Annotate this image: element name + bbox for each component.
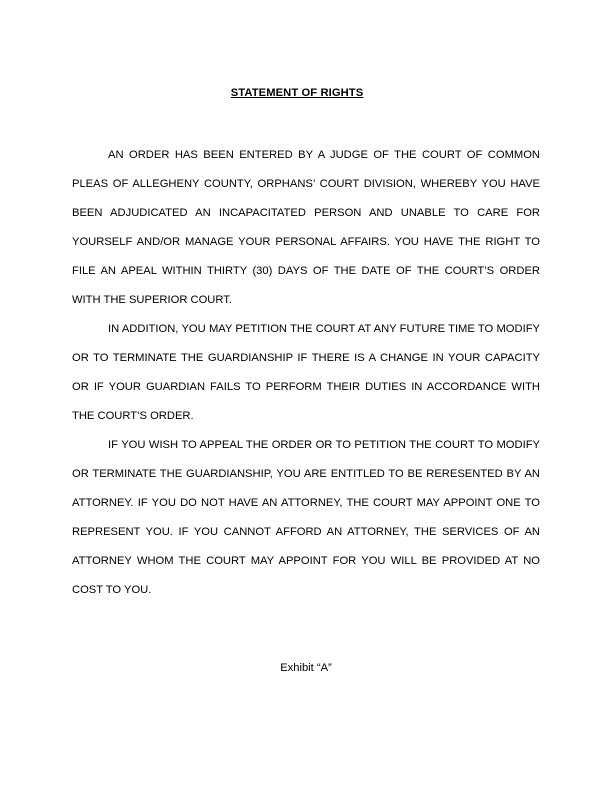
paragraph-petition-rights: IN ADDITION, YOU MAY PETITION THE COURT AT ANY FUTURE TIME TO MODIFY OR TO TERMINATE THE GUARDIANSHIP IF THERE IS A CHANGE IN YOUR CAPACITY OR IF YOUR GUARDIAN FAILS TO PERFORM THEIR DUTIES IN ACCORDANCE WITH THE COURT’S ORDER. bbox=[72, 323, 540, 422]
document-body bbox=[72, 141, 540, 605]
paragraph-order-entered: AN ORDER HAS BEEN ENTERED BY A JUDGE OF THE COURT OF COMMON PLEAS OF ALLEGHENY COUNTY, ORPHANS’ COURT DIVISION, WHEREBY YOU HAVE BEEN ADJUDICATED AN INCAPACITATED PERSON AND UNABLE TO CARE FOR YOURSELF AND/OR MANAGE YOUR PERSONAL AFFAIRS. YOU HAVE THE RIGHT TO FILE AN APEAL WITHIN THIRTY (30) DAYS OF THE DATE OF THE COURT’S ORDER WITH THE SUPERIOR COURT. bbox=[72, 149, 540, 306]
paragraph-attorney-rights: IF YOU WISH TO APPEAL THE ORDER OR TO PETITION THE COURT TO MODIFY OR TERMINATE THE GUARDIANSHIP, YOU ARE ENTITLED TO BE RERESENTED BY AN ATTORNEY. IF YOU DO NOT HAVE AN ATTORNEY, THE COURT MAY APPOINT ONE TO REPRESENT YOU. IF YOU CANNOT AFFORD AN ATTORNEY, THE SERVICES OF AN ATTORNEY WHOM THE COURT MAY APPOINT FOR YOU WILL BE PROVIDED AT NO COST TO YOU. bbox=[72, 439, 540, 596]
exhibit-label: Exhibit “A” bbox=[280, 662, 332, 674]
document-title: STATEMENT OF RIGHTS bbox=[230, 87, 364, 99]
